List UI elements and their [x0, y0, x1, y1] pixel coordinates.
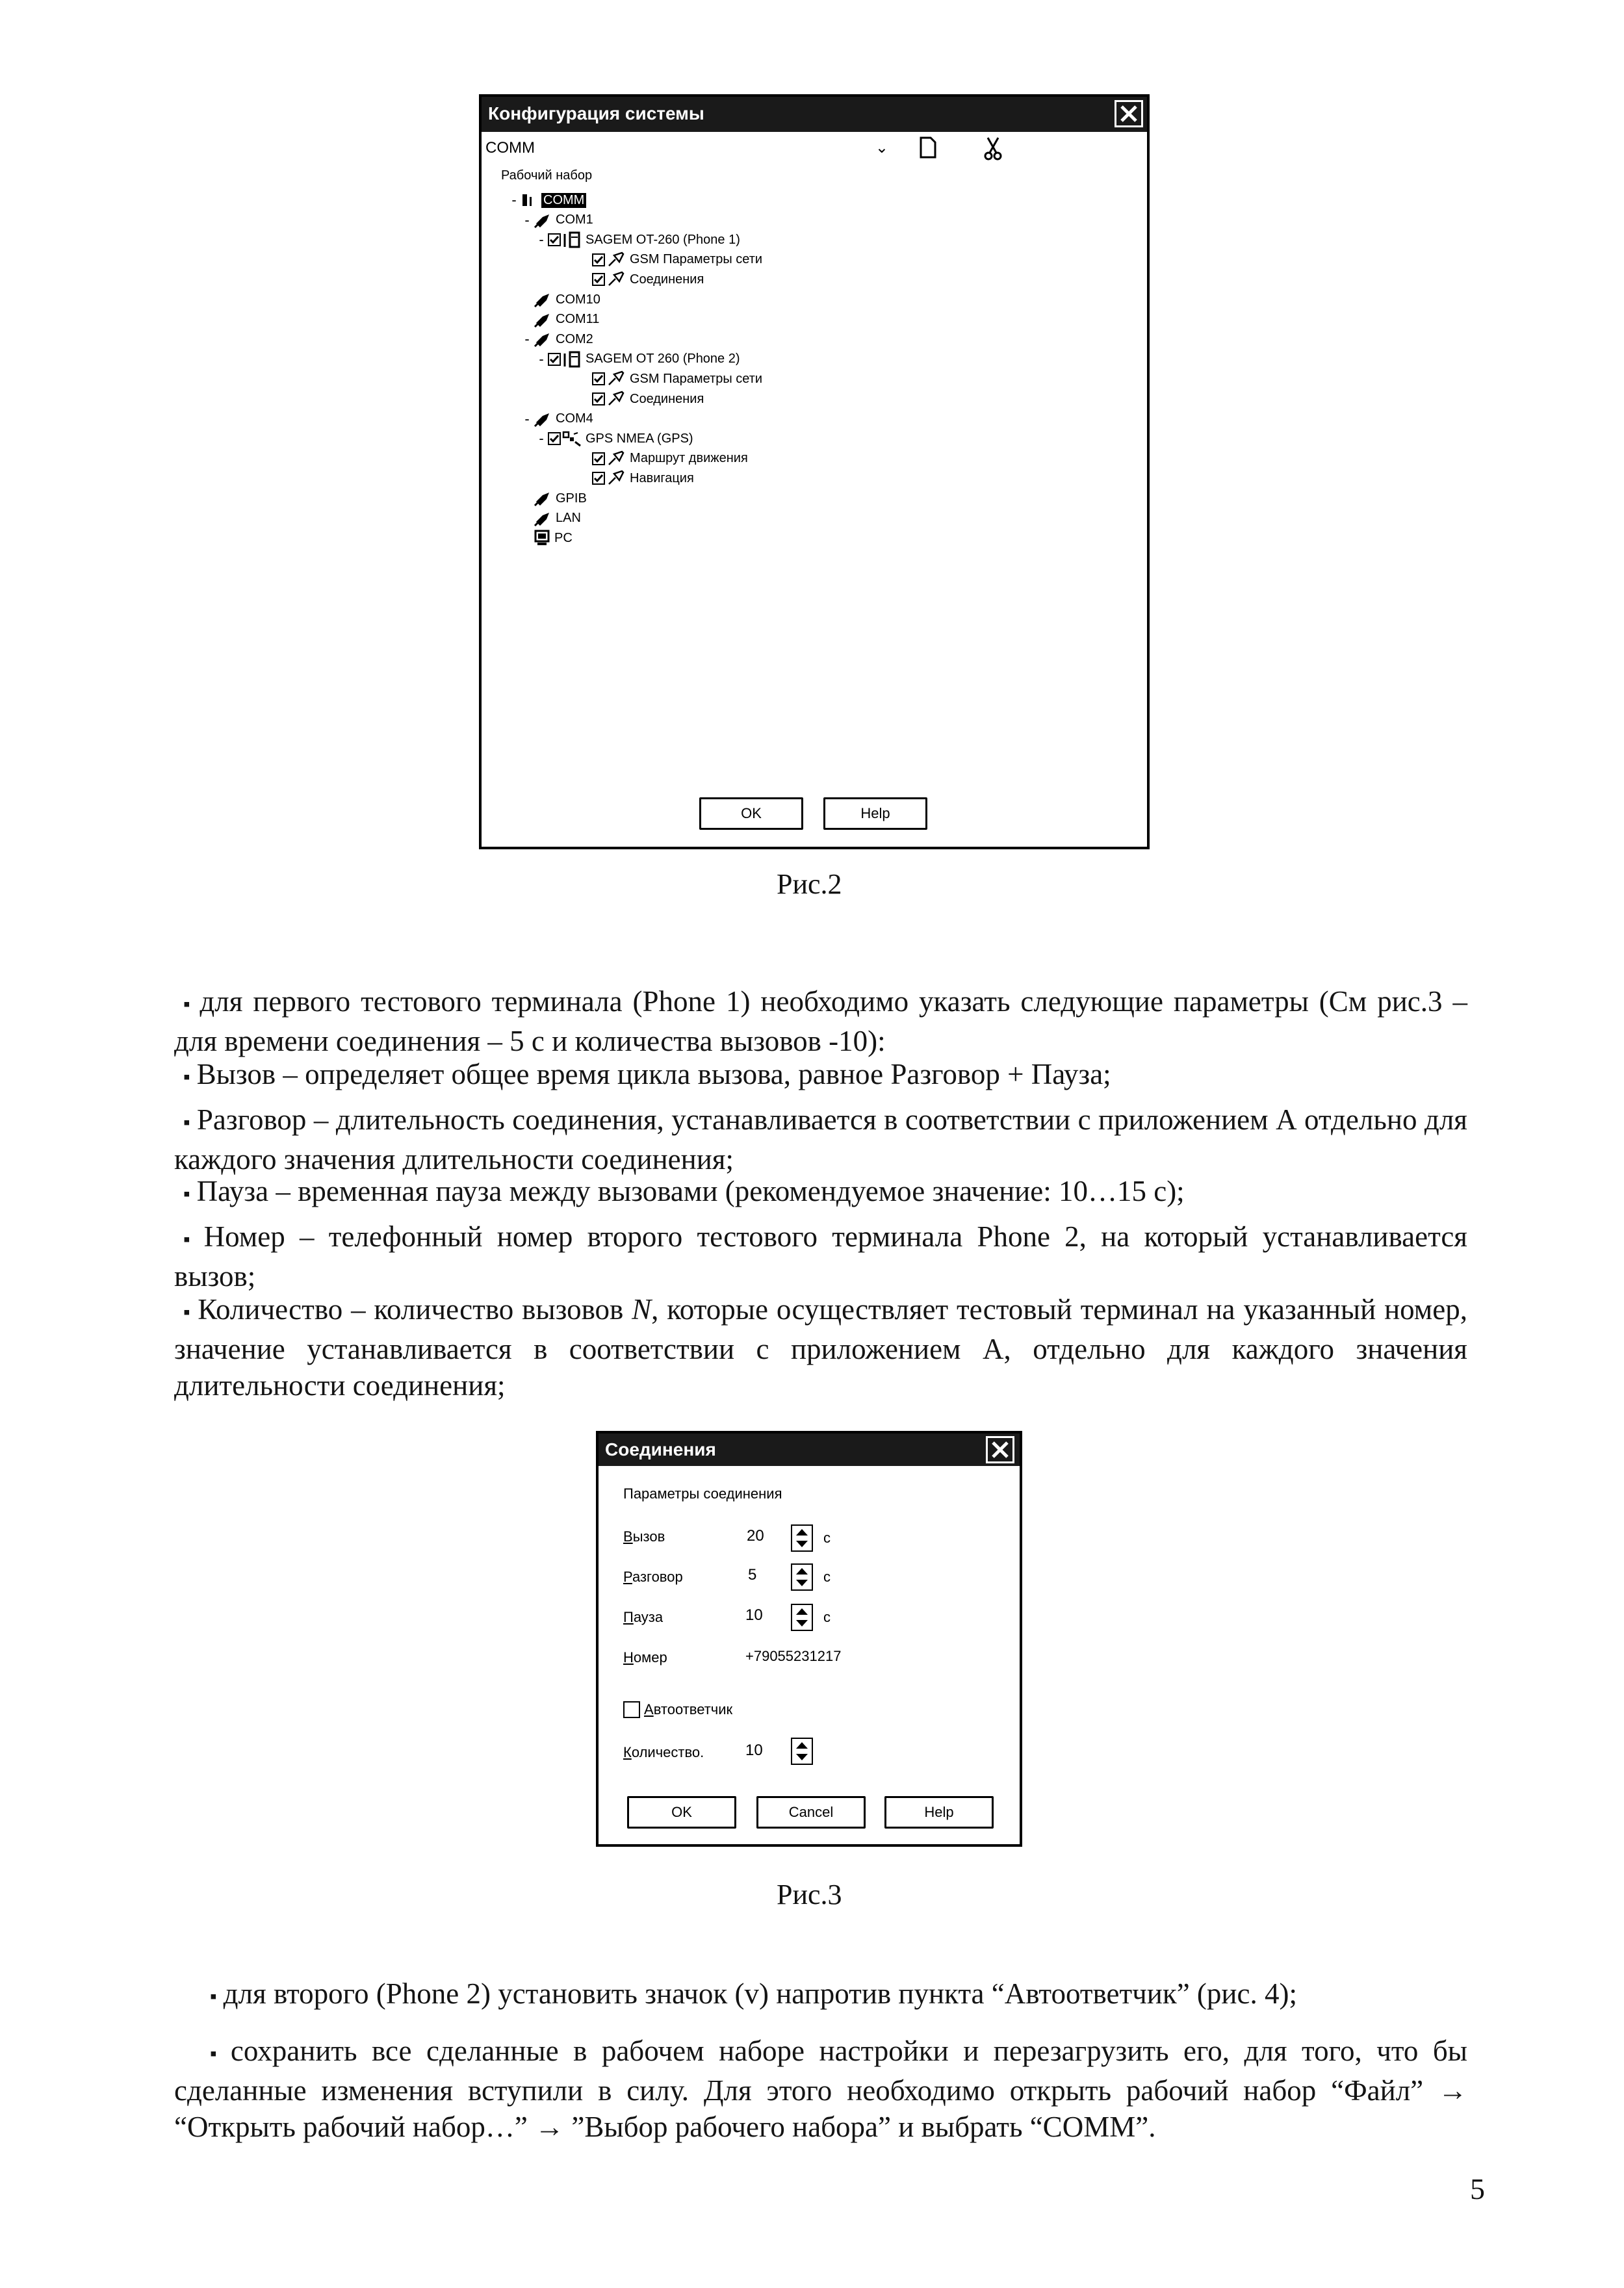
- tree-item-checkbox[interactable]: [592, 273, 605, 286]
- paragraph-phone1-text: для первого тестового терминала (Phone 1) необходимо указать следующие параметры (См рис.3 –для времени соединения – 5 с и количества вызовов -10):: [174, 985, 1467, 1057]
- paragraph-call: [174, 1056, 1467, 1096]
- tree-item[interactable]: [521, 289, 600, 310]
- tree-expander[interactable]: -: [539, 350, 544, 367]
- paragraph-talk: [174, 1101, 1467, 1177]
- tree-item-label: Соединения: [630, 391, 704, 406]
- system-configuration-window: [479, 94, 1150, 849]
- figure-2-caption: Рис.2: [777, 868, 842, 900]
- paragraph-phone2: [174, 1975, 1467, 2015]
- tree-item-label: SAGEM OT-260 (Phone 1): [586, 232, 740, 247]
- port-icon: [534, 331, 552, 348]
- probe-icon: [606, 450, 626, 467]
- title-bar: [599, 1433, 1020, 1466]
- tree-expander[interactable]: -: [539, 231, 544, 248]
- count-label: Количество.: [623, 1744, 704, 1760]
- tree-item-label: Маршрут движения: [630, 451, 748, 466]
- paragraph-pause-text: Пауза – временная пауза между вызовами (рекомендуемое значение: 10…15 с);: [196, 1175, 1185, 1207]
- tree-item[interactable]: [579, 468, 694, 489]
- spin-arrows-icon: [792, 1739, 812, 1764]
- tree-item-label: COM1: [556, 212, 593, 227]
- title-bar: [482, 97, 1147, 132]
- port-icon: [534, 212, 552, 229]
- tree-item-label: GPS NMEA (GPS): [586, 431, 693, 446]
- number-label: Номер: [623, 1649, 667, 1665]
- bullet: ▪: [183, 1066, 190, 1088]
- tree-item[interactable]: [579, 250, 762, 270]
- pause-spinner[interactable]: [791, 1604, 813, 1631]
- tree-item[interactable]: [579, 448, 748, 469]
- computer-icon: [534, 530, 550, 546]
- chevron-down-icon[interactable]: ⌄: [875, 139, 888, 157]
- tree-item[interactable]: [521, 488, 587, 509]
- tree-item-label: SAGEM OT 260 (Phone 2): [586, 352, 740, 366]
- tree-item-label: COM11: [556, 312, 600, 327]
- talk-value[interactable]: 5: [748, 1566, 757, 1584]
- close-button[interactable]: [986, 1436, 1014, 1463]
- probe-icon: [606, 370, 626, 387]
- window-title: Соединения: [605, 1439, 716, 1459]
- tree-item-checkbox[interactable]: [592, 452, 605, 465]
- paragraph-phone2-text: для второго (Phone 2) установить значок (v) напротив пункта “Автоответчик” (рис. 4);: [223, 1977, 1297, 2010]
- tree-item[interactable]: [521, 508, 581, 529]
- tree-item-label: COM10: [556, 292, 600, 307]
- close-icon: [1116, 102, 1141, 125]
- tree-item-label: Соединения: [630, 272, 704, 287]
- paragraph-count-text-a: Количество – количество вызовов: [198, 1293, 632, 1326]
- window-title: Конфигурация системы: [488, 103, 704, 123]
- workset-combo-value: COMM: [485, 139, 535, 157]
- spin-arrows-icon: [792, 1565, 812, 1589]
- tree-item-checkbox[interactable]: [592, 392, 605, 405]
- cut-icon[interactable]: [982, 136, 1004, 161]
- paragraph-call-text: Вызов – определяет общее время цикла вызова, равное Разговор + Пауза;: [196, 1058, 1111, 1090]
- number-input[interactable]: +79055231217: [745, 1648, 842, 1664]
- phone-icon: [562, 231, 582, 248]
- paragraph-number-text: Номер – телефонный номер второго тестового терминала Phone 2, на который устанавливается вызов;: [174, 1220, 1467, 1292]
- talk-unit: с: [823, 1569, 831, 1585]
- ok-button[interactable]: OK: [699, 797, 803, 830]
- tree-item-label: COM2: [556, 331, 593, 346]
- variable-n: N: [632, 1293, 652, 1326]
- tree-item-label: Навигация: [630, 470, 694, 485]
- tree-item-label: COMM: [541, 193, 586, 208]
- bullet: ▪: [183, 993, 194, 1015]
- tree-caption: Рабочий набор: [501, 168, 593, 183]
- port-icon: [534, 510, 552, 527]
- paragraph-count-text-b: , которые осуществляет тестовый терминал на указанный номер, значение устанавливается в соответствии с приложением А, отдельно для каждого значения длительности соединения;: [174, 1293, 1468, 1402]
- call-label: Вызов: [623, 1528, 665, 1545]
- pause-label: Пауза: [623, 1609, 664, 1625]
- count-value[interactable]: 10: [745, 1742, 763, 1759]
- paragraph-save-text: сохранить все сделанные в рабочем наборе настройки и перезагрузить его, для того, что бы сделанные изменения вступили в силу. Для этого необходимо открыть рабочий набор “Файл” → “Открыть рабочий набор…” → ”Выбор рабочего набора” и выбрать “COMM”.: [174, 2035, 1468, 2143]
- tree-expander[interactable]: -: [511, 192, 517, 208]
- figure-3-caption: Рис.3: [777, 1879, 842, 1910]
- tree-item-label: PC: [554, 530, 573, 545]
- call-unit: с: [823, 1530, 831, 1546]
- bullet: ▪: [183, 1301, 192, 1323]
- tree-expander[interactable]: -: [524, 410, 530, 427]
- tree-expander[interactable]: -: [524, 211, 530, 228]
- tree-item[interactable]: [579, 368, 762, 389]
- talk-label: Разговор: [623, 1569, 683, 1585]
- bullet: ▪: [183, 1111, 190, 1133]
- tree-item-checkbox[interactable]: [548, 353, 561, 366]
- tree-item[interactable]: [535, 428, 693, 449]
- cancel-button[interactable]: Cancel: [756, 1796, 866, 1829]
- group-label: Параметры соединения: [623, 1485, 782, 1502]
- help-button[interactable]: Help: [823, 797, 927, 830]
- bullet: ▪: [210, 1985, 217, 2007]
- probe-icon: [606, 470, 626, 487]
- probe-icon: [606, 271, 626, 288]
- bullet: ▪: [183, 1183, 190, 1205]
- count-spinner[interactable]: [791, 1738, 813, 1765]
- bullet: ▪: [183, 1228, 198, 1250]
- pause-value[interactable]: 10: [745, 1606, 763, 1624]
- tree-item-label: GPIB: [556, 491, 587, 506]
- autoanswer-label: Автоответчик: [644, 1701, 733, 1717]
- paragraph-count: [174, 1291, 1467, 1404]
- pause-unit: с: [823, 1609, 831, 1625]
- tree-item-checkbox[interactable]: [592, 472, 605, 485]
- tree-item-checkbox[interactable]: [548, 233, 561, 246]
- close-button[interactable]: [1115, 100, 1143, 127]
- paragraph-save: [174, 2033, 1467, 2145]
- paragraph-number: [174, 1218, 1467, 1294]
- spin-arrows-icon: [792, 1526, 812, 1550]
- call-spinner[interactable]: [791, 1524, 813, 1552]
- port-icon: [534, 291, 552, 308]
- tree-item-label: COM4: [556, 411, 593, 426]
- tree-item[interactable]: [521, 210, 593, 231]
- tree-item-label: GSM Параметры сети: [630, 371, 763, 386]
- tree-item-label: LAN: [556, 511, 581, 526]
- port-icon: [534, 490, 552, 507]
- ok-button[interactable]: OK: [627, 1796, 736, 1829]
- paragraph-pause: [174, 1173, 1467, 1213]
- connections-window: [596, 1431, 1022, 1847]
- port-icon: [534, 311, 552, 328]
- autoanswer-checkbox[interactable]: [623, 1701, 640, 1718]
- workset-icon: [521, 192, 537, 209]
- tree-item-checkbox[interactable]: [592, 253, 605, 266]
- probe-icon: [606, 391, 626, 407]
- satellite-icon: [562, 430, 582, 447]
- tree-item[interactable]: [579, 389, 704, 409]
- tree-expander[interactable]: -: [524, 331, 530, 348]
- spin-arrows-icon: [792, 1605, 812, 1630]
- tree-item-checkbox[interactable]: [592, 372, 605, 385]
- tree-item[interactable]: [521, 409, 593, 430]
- new-file-icon[interactable]: [919, 136, 937, 159]
- tree-item[interactable]: [521, 329, 593, 350]
- port-icon: [534, 411, 552, 428]
- workset-combo[interactable]: [485, 137, 888, 161]
- tree-item[interactable]: [579, 269, 704, 290]
- tree-item-checkbox[interactable]: [548, 432, 561, 445]
- bullet: ▪: [210, 2042, 224, 2064]
- phone-icon: [562, 351, 582, 368]
- tree-item[interactable]: [521, 528, 573, 548]
- talk-spinner[interactable]: [791, 1563, 813, 1591]
- call-value[interactable]: 20: [747, 1527, 764, 1545]
- tree-item[interactable]: [535, 349, 740, 370]
- help-button[interactable]: Help: [884, 1796, 994, 1829]
- close-icon: [988, 1438, 1012, 1461]
- paragraph-talk-text: Разговор – длительность соединения, устанавливается в соответствии с приложением А отдельно для каждого значения длительности соединения;: [174, 1103, 1467, 1176]
- probe-icon: [606, 251, 626, 268]
- tree-item-label: GSM Параметры сети: [630, 252, 763, 267]
- tree-expander[interactable]: -: [539, 430, 544, 447]
- tree-item[interactable]: [521, 309, 599, 330]
- tree-item[interactable]: [508, 190, 586, 211]
- tree-item[interactable]: [535, 229, 740, 250]
- paragraph-phone1: [174, 983, 1467, 1059]
- page-number: 5: [1470, 2172, 1485, 2205]
